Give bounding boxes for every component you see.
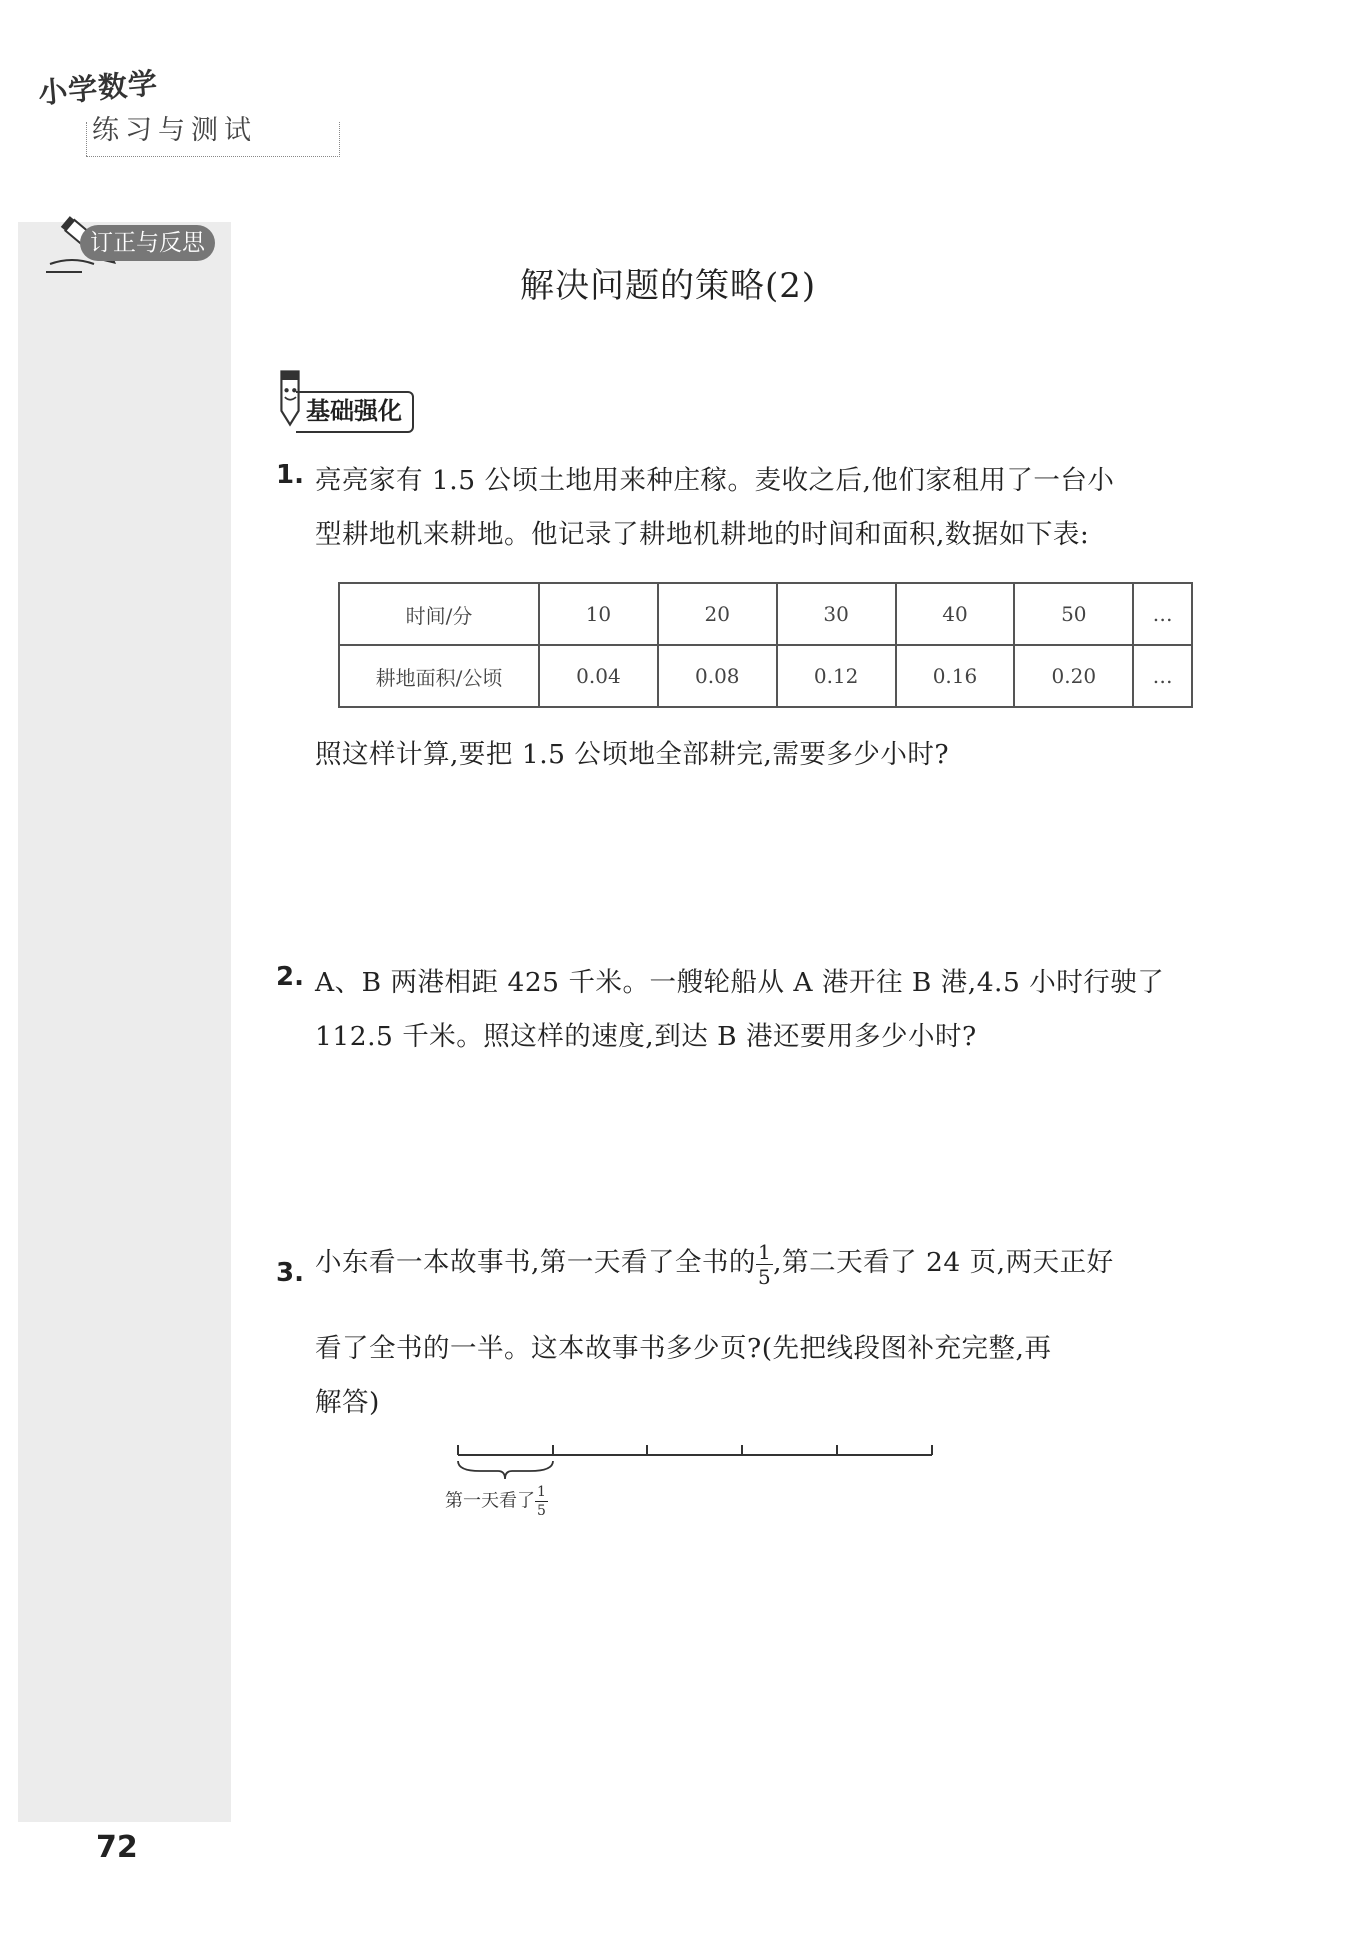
brace-icon [458, 1461, 553, 1479]
question-3-line-1-rest: ,第二天看了 24 页,两天正好 [773, 1247, 1114, 1278]
table-row [339, 645, 1192, 707]
table-cell: 0.04 [539, 645, 658, 707]
table-cell: 10 [539, 583, 658, 645]
table-cell: … [1133, 583, 1192, 645]
correction-sidebar [18, 222, 231, 1822]
correction-label: 订正与反思 [80, 225, 215, 261]
table-header-cell: 耕地面积/公顷 [339, 645, 539, 707]
table-cell: 40 [896, 583, 1015, 645]
data-table [338, 582, 1193, 708]
fraction-denominator: 5 [757, 1264, 772, 1289]
table-header-cell: 时间/分 [339, 583, 539, 645]
question-1-line-2: 型耕地机来耕地。他记录了耕地机耕地的时间和面积,数据如下表: [315, 519, 1090, 550]
question-1-line-1: 亮亮家有 1.5 公顷土地用来种庄稼。麦收之后,他们家租用了一台小 [315, 465, 1115, 496]
table-cell: 0.08 [658, 645, 777, 707]
brand-subtitle: 练习与测试 [92, 115, 257, 146]
fraction-numerator: 1 [537, 1484, 546, 1500]
fraction [756, 1239, 773, 1289]
fraction [535, 1485, 548, 1518]
question-3-number: 3. [276, 1258, 304, 1288]
question-3-line-2: 看了全书的一半。这本故事书多少页?(先把线段图补充完整,再 [315, 1333, 1052, 1364]
question-2-line-1: A、B 两港相距 425 千米。一艘轮船从 A 港开往 B 港,4.5 小时行驶了 [315, 967, 1165, 998]
table-cell: 30 [777, 583, 896, 645]
diagram-caption-text: 第一天看了 [445, 1490, 535, 1512]
table-row [339, 583, 1192, 645]
table-cell: … [1133, 645, 1192, 707]
table-cell: 0.16 [896, 645, 1015, 707]
question-2-number: 2. [276, 962, 304, 992]
question-3-line-1 [315, 1240, 1114, 1287]
question-1-ask: 照这样计算,要把 1.5 公顷地全部耕完,需要多少小时? [315, 739, 950, 770]
table-cell: 0.20 [1014, 645, 1133, 707]
page-number: 72 [96, 1830, 138, 1865]
question-3-line-1-text: 小东看一本故事书,第一天看了全书的 [315, 1247, 756, 1278]
table-cell: 0.12 [777, 645, 896, 707]
question-3-line-3: 解答) [315, 1387, 380, 1418]
brand-title: 小学数学 [36, 65, 160, 111]
table-cell: 50 [1014, 583, 1133, 645]
question-2-line-2: 112.5 千米。照这样的速度,到达 B 港还要用多少小时? [315, 1021, 977, 1052]
table-cell: 20 [658, 583, 777, 645]
section-label: 基础强化 [296, 391, 414, 433]
question-1-number: 1. [276, 460, 304, 490]
diagram-caption [445, 1485, 548, 1518]
page-title: 解决问题的策略(2) [520, 266, 817, 306]
fraction-numerator: 1 [757, 1239, 772, 1264]
fraction-denominator: 5 [537, 1503, 546, 1519]
